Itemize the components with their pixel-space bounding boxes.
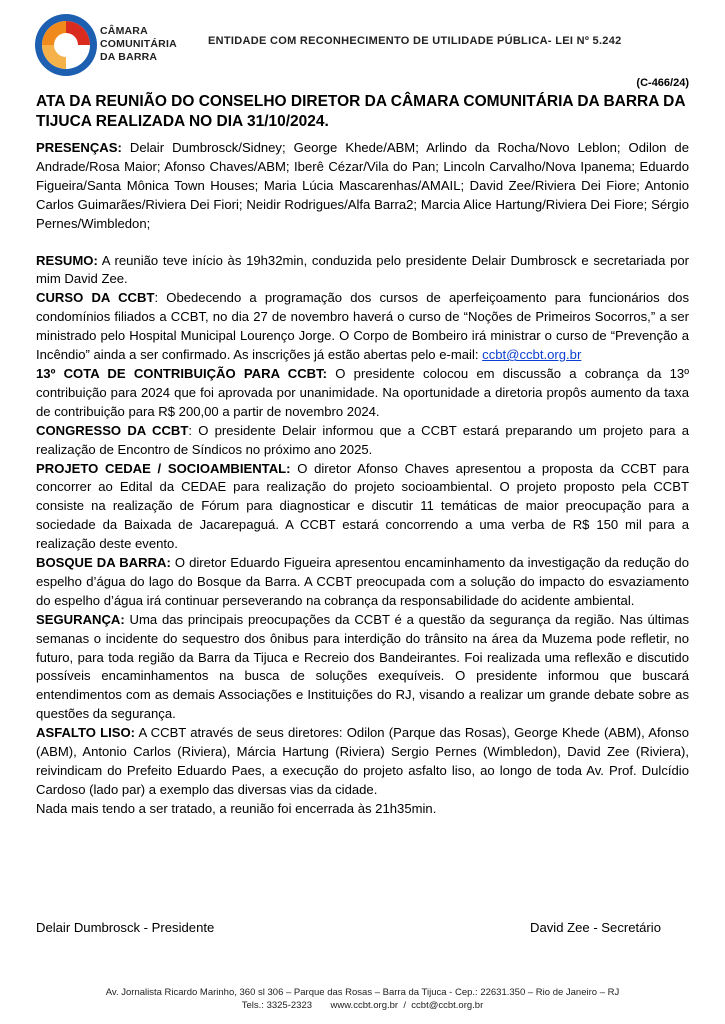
presencas-paragraph	[36, 139, 689, 234]
resumo-paragraph	[36, 252, 689, 290]
projeto-text: O diretor Afonso Chaves apresentou a proposta da CCBT para concorrer ao Edital da CEDAE para realização do projeto socioambiental. O projeto proposto pela CCBT consiste na realização de Fórum para diagnosticar e discutir 11 temáticas de maior preocupação para a sociedade da Baixada de Jacarepaguá. A CCBT estará concorrendo a uma verba de R$ 150 mil para a realização deste evento.	[36, 460, 689, 552]
footer-site[interactable]: www.ccbt.org.br	[330, 1000, 399, 1011]
minutes-body	[36, 139, 689, 819]
cota-text: O presidente colocou em discussão a cobrança da 13º contribuição para 2024 que foi aprovada por unanimidade. Na oportunidade a diretoria propôs aumento da taxa de contribuição para R$ 200,00 a partir de novembro 2024.	[36, 365, 689, 419]
seguranca-label: SEGURANÇA:	[36, 611, 125, 627]
resumo-label: RESUMO:	[36, 252, 98, 268]
curso-label: CURSO DA CCBT	[36, 290, 155, 306]
projeto-paragraph	[36, 460, 689, 555]
bosque-label: BOSQUE DA BARRA:	[36, 555, 171, 571]
footer-contacts	[0, 999, 725, 1012]
curso-text: : Obedecendo a programação dos cursos de aperfeiçoamento para funcionários dos condomínios filiados a CCBT, no dia 27 de novembro haverá o curso de “Noções de Primeiros Socorros,” a ser ministrado pelo Hospital Municipal Lourenço Jorge. O Corpo de Bombeiro irá ministrar o curso de “Prevenção a Incêndio” ainda a ser confirmado. As inscrições já estão abertas pelo e-mail:	[36, 290, 689, 363]
logo-text	[100, 25, 177, 64]
document-code: (C-466/24)	[636, 77, 689, 89]
logo-line-3: DA BARRA	[100, 51, 158, 63]
asfalto-text: A CCBT através de seus diretores: Odilon (Parque das Rosas), George Khede (ABM), Afonso (ABM), Antonio Carlos (Riviera), Márcia Hartung (Riviera) Sergio Pernes (Wimbledon), David Zee (Riviera), reivindicam do Prefeito Eduardo Paes, a execução do projeto asfalto liso, ao longo de toda Av. Prof. Dulcídio Cardoso (lado par) a exemplo das diversas vias da cidade.	[36, 725, 689, 797]
logo-line-1: CÂMARA	[100, 25, 148, 37]
presencas-text: Delair Dumbrosck/Sidney; George Khede/ABM; Arlindo da Rocha/Novo Leblon; Odilon de Andrade/Rosa Maior; Afonso Chaves/ABM; Iberê Cézar/Vila do Pan; Lincoln Carvalho/Nova Ipanema; Eduardo Figueira/Santa Mônica Town Houses; Maria Lúcia Mascarenhas/AMAIL; David Zee/Riviera Dei Fiore; Antonio Carlos Guimarães/Riviera Dei Fiori; Neidir Rodrigues/Alfa Barra2; Marcia Alice Hartung/Riviera Dei Fiore; Sérgio Pernes/Wimbledon;	[36, 140, 689, 231]
closing-paragraph: Nada mais tendo a ser tratado, a reunião foi encerrada às 21h35min.	[36, 800, 437, 816]
cota-label: 13º COTA DE CONTRIBUIÇÃO PARA CCBT:	[36, 365, 328, 381]
asfalto-label: ASFALTO LISO:	[36, 725, 135, 741]
asfalto-paragraph	[36, 724, 689, 800]
document-title: ATA DA REUNIÃO DO CONSELHO DIRETOR DA CÂMARA COMUNITÁRIA DA BARRA DA TIJUCA REALIZADA NO DIA 31/10/2024.	[36, 93, 685, 130]
projeto-label: PROJETO CEDAE / SOCIOAMBIENTAL:	[36, 460, 291, 476]
signature-president: Delair Dumbrosck - Presidente	[36, 920, 215, 935]
bosque-paragraph	[36, 554, 689, 611]
seguranca-paragraph	[36, 611, 689, 724]
footer-separator: /	[403, 1000, 406, 1011]
cota-paragraph	[36, 365, 689, 422]
seguranca-text: Uma das principais preocupações da CCBT é a questão da segurança da região. Nas últimas semanas o incidente do sequestro dos ônibus para interdição do trânsito na área da Muzema pode refletir, no futuro, para toda região da Barra da Tijuca e Recreio dos Bandeirantes. Foi realizada uma reflexão e discutido possíveis encaminhamentos na busca de soluções exequíveis. O presidente informou que buscará entendimentos com as demais Associações e Instituições do RJ, visando a realizar um grande debate sobre as questões da segurança.	[36, 611, 689, 722]
curso-paragraph	[36, 289, 689, 365]
congresso-text: : O presidente Delair informou que a CCBT estará preparando um projeto para a realização de Encontro de Síndicos no próximo ano 2025.	[36, 422, 689, 457]
footer-email[interactable]: ccbt@ccbt.org.br	[411, 1000, 484, 1011]
header-note: ENTIDADE COM RECONHECIMENTO DE UTILIDADE PÚBLICA- LEI Nº 5.242	[208, 35, 622, 47]
email-link[interactable]: ccbt@ccbt.org.br	[482, 347, 582, 363]
ccbt-logo-icon	[33, 12, 99, 78]
footer-address: Av. Jornalista Ricardo Marinho, 360 sl 306 – Parque das Rosas – Barra da Tijuca - Cep.: 22631.350 – Rio de Janeiro – RJ	[105, 987, 620, 998]
page-footer	[0, 986, 725, 1012]
presencas-label: PRESENÇAS:	[36, 140, 122, 155]
congresso-label: CONGRESSO DA CCBT	[36, 422, 189, 438]
footer-phone: Tels.: 3325-2323	[241, 1000, 313, 1011]
congresso-paragraph	[36, 422, 689, 460]
resumo-text: A reunião teve início às 19h32min, conduzida pelo presidente Delair Dumbrosck e secretariada por mim David Zee.	[36, 252, 689, 287]
bosque-text: O diretor Eduardo Figueira apresentou encaminhamento da investigação da redução do espelho d’água do lago do Bosque da Barra. A CCBT preocupada com a solução do impacto do esvaziamento do espelho d’água irá continuar perseverando na cobrança da responsabilidade do acidente ambiental.	[36, 555, 689, 608]
signature-secretary: David Zee - Secretário	[530, 920, 661, 935]
logo-line-2: COMUNITÁRIA	[100, 38, 177, 50]
